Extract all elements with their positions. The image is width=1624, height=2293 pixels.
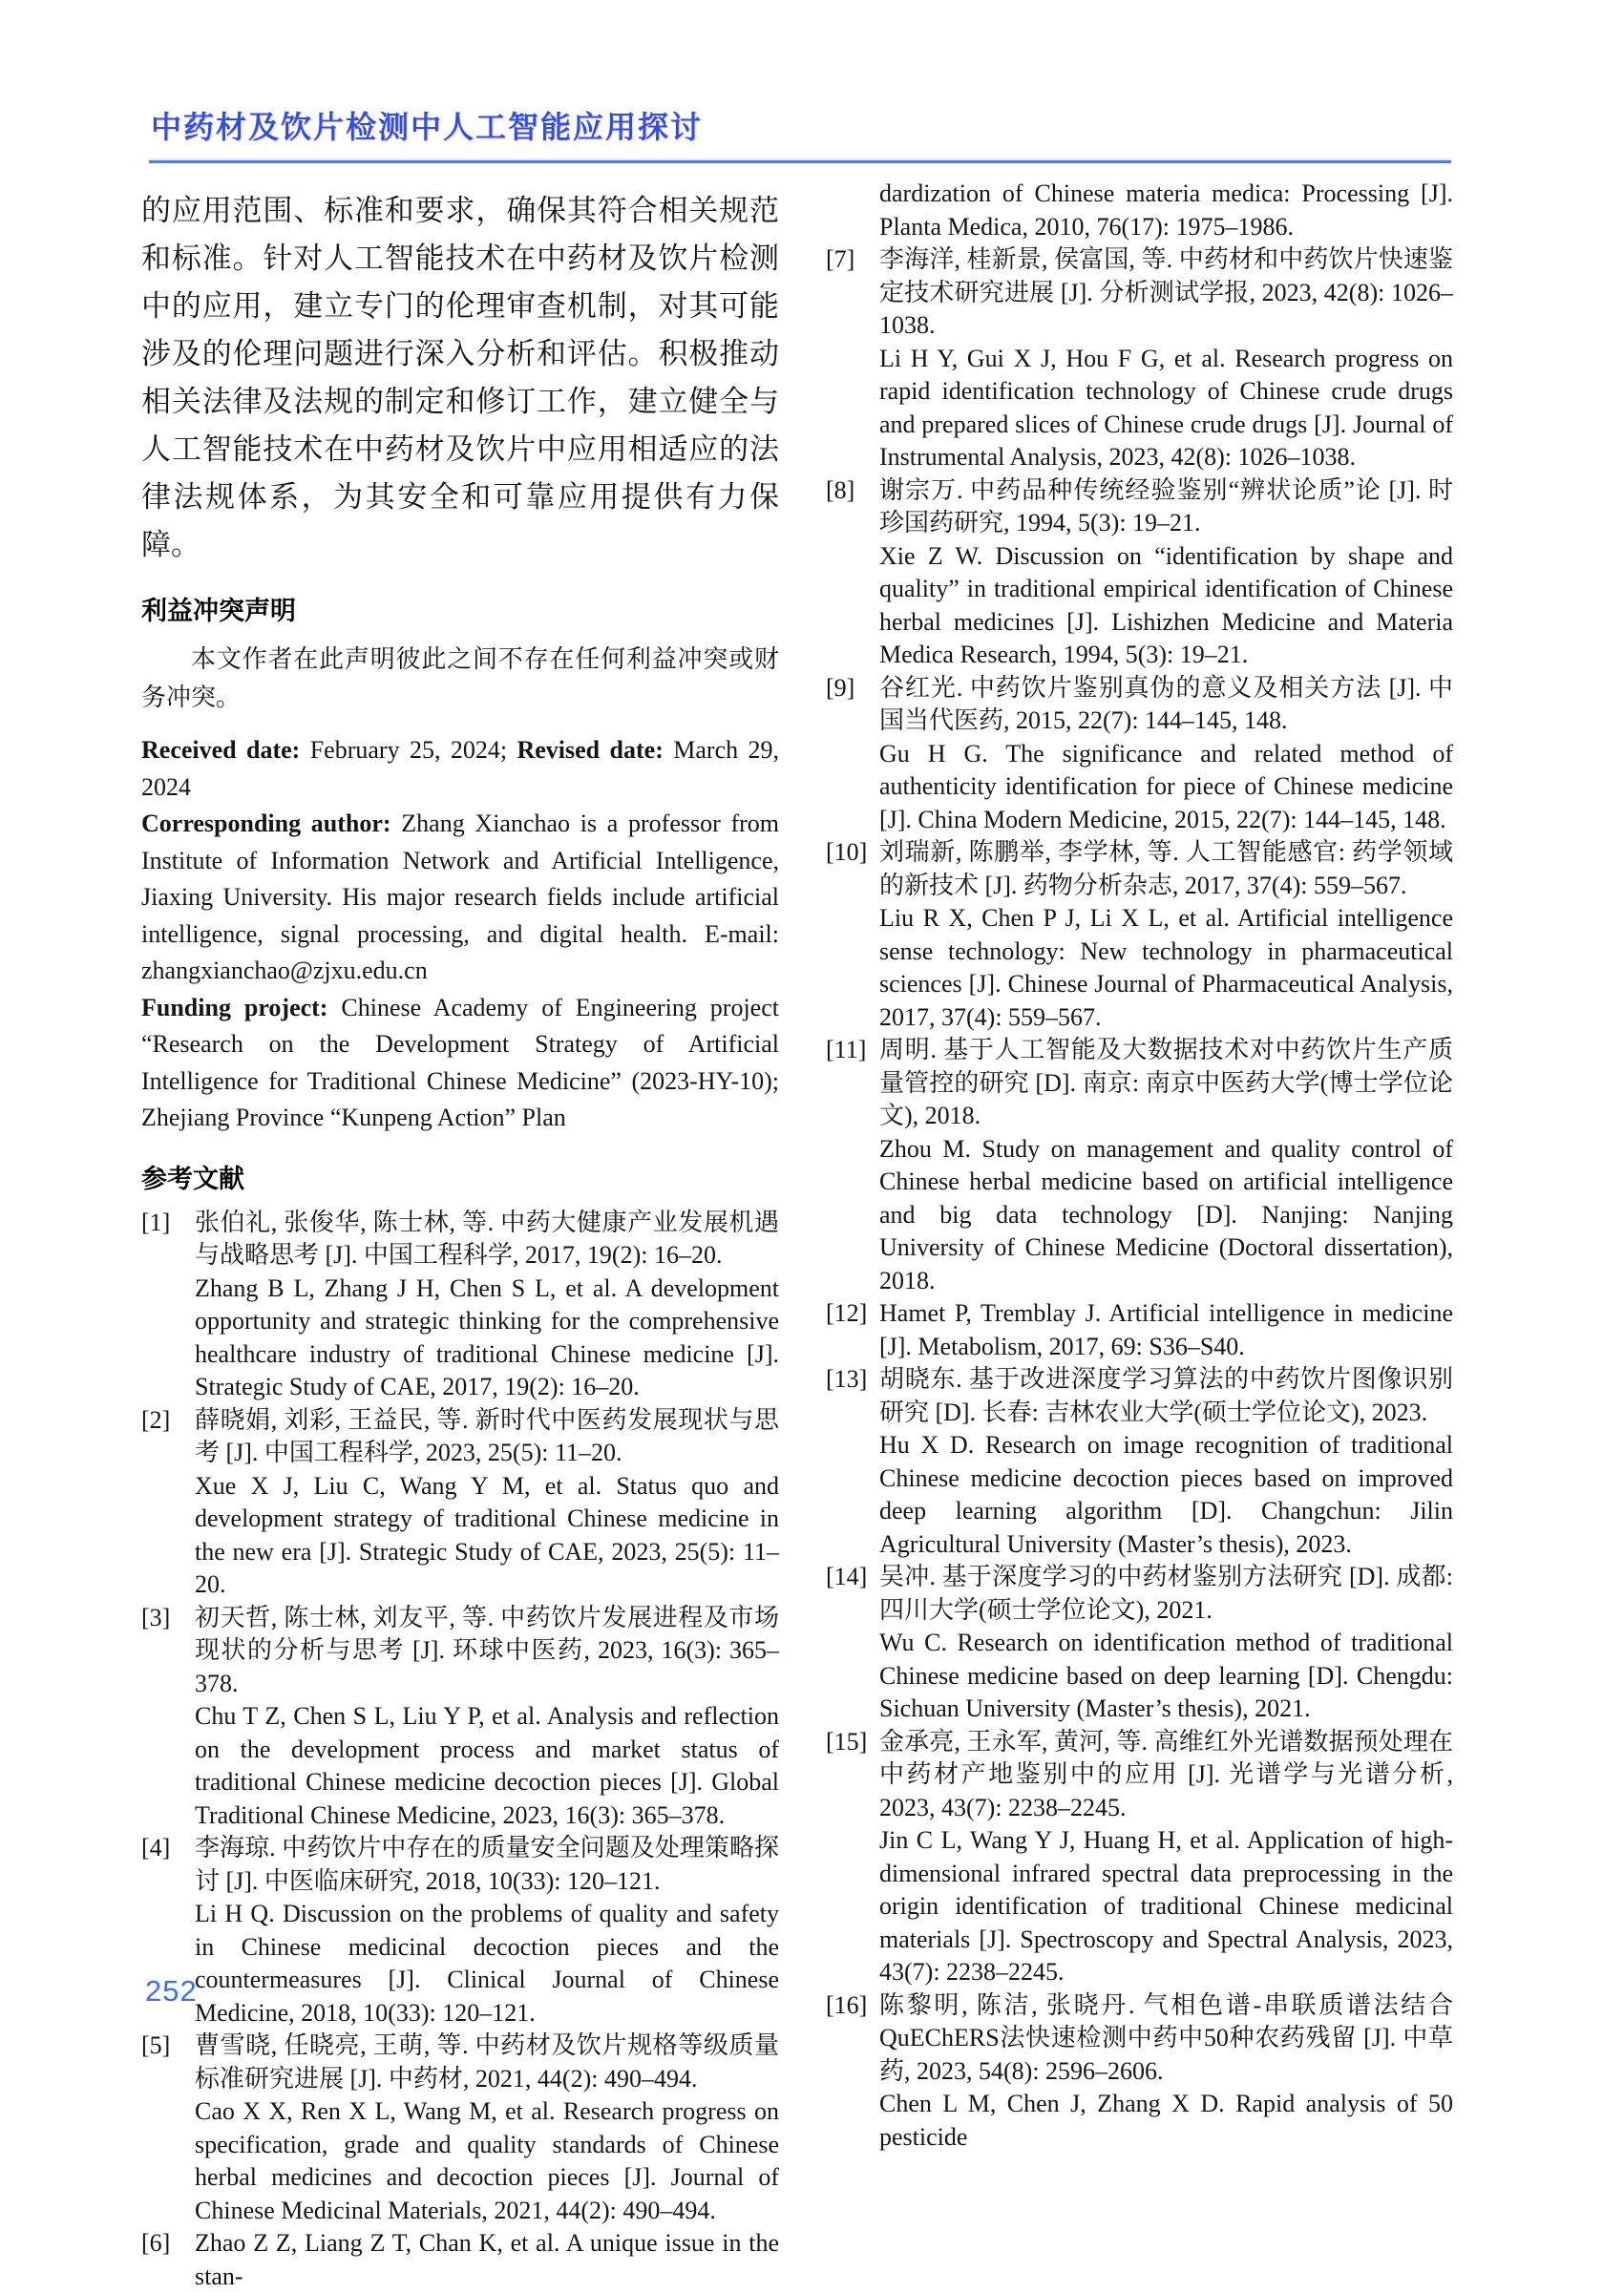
received-date-label: Received date: bbox=[141, 736, 300, 764]
running-head-title: 中药材及饮片检测中人工智能应用探讨 bbox=[151, 103, 703, 147]
reference-number: [6] bbox=[141, 2227, 170, 2261]
page-number: 252 bbox=[145, 1974, 198, 2009]
reference-text bbox=[879, 1561, 1453, 1726]
revised-date-label: Revised date: bbox=[517, 736, 663, 764]
revised-date-value: March 29, 2024 bbox=[141, 736, 779, 801]
reference-english-text: Li H Q. Discussion on the problems of quality and safety in Chinese medicinal decoction pieces and the countermeasures [J]. Clinical Journal of Chinese Medicine, 2018, 10(33): 120–121. bbox=[195, 1898, 779, 2030]
reference-chinese-text: 薛晓娟, 刘彩, 王益民, 等. 新时代中医药发展现状与思考 [J]. 中国工程科学, 2023, 25(5): 11–20. bbox=[195, 1404, 779, 1470]
corresponding-author-line bbox=[141, 806, 779, 990]
reference-item bbox=[826, 672, 1453, 837]
reference-item bbox=[141, 2030, 779, 2227]
reference-text bbox=[879, 1989, 1453, 2155]
conflict-of-interest-text: 本文作者在此声明彼此之间不存在任何利益冲突或财务冲突。 bbox=[141, 641, 779, 717]
reference-text bbox=[879, 1034, 1453, 1297]
reference-chinese-text: 谢宗万. 中药品种传统经验鉴别“辨状论质”论 [J]. 时珍国药研究, 1994, 5(3): 19–21. bbox=[879, 474, 1453, 540]
reference-text bbox=[879, 243, 1453, 474]
reference-chinese-text: 刘瑞新, 陈鹏举, 李学林, 等. 人工智能感官: 药学领域的新技术 [J]. 药物分析杂志, 2017, 37(4): 559–567. bbox=[879, 836, 1453, 902]
reference-english-text: Zhang B L, Zhang J H, Chen S L, et al. A development opportunity and strategic thinking for the comprehensive healthcare industry of traditional Chinese medicine [J]. Strategic Study of CAE, 2017, 19(2): 16–20. bbox=[195, 1273, 779, 1404]
reference-number: [3] bbox=[141, 1602, 170, 1635]
funding-project-label: Funding project: bbox=[141, 994, 327, 1021]
reference-number: [8] bbox=[826, 474, 854, 508]
right-column bbox=[826, 178, 1453, 2154]
reference-english-text: Chu T Z, Chen S L, Liu Y P, et al. Analysis and reflection on the development process and market status of traditional Chinese medicine decoction pieces [J]. Global Traditional Chinese Medicine, 2023, 16(3): 365–378. bbox=[195, 1700, 779, 1832]
reference-text bbox=[879, 1363, 1453, 1561]
reference-item bbox=[826, 1726, 1453, 1989]
reference-item bbox=[826, 1989, 1453, 2155]
reference-item bbox=[141, 1832, 779, 2030]
reference-english-text: Hu X D. Research on image recognition of traditional Chinese medicine decoction pieces based on improved deep learning algorithm [D]. Changchun: Jilin Agricultural University (Master’s thesis), 2023. bbox=[879, 1429, 1453, 1561]
reference-text bbox=[195, 1832, 779, 2030]
corresponding-author-label: Corresponding author: bbox=[141, 810, 391, 837]
reference-text bbox=[879, 474, 1453, 672]
reference-text bbox=[195, 1602, 779, 1833]
reference-english-text: dardization of Chinese materia medica: Processing [J]. Planta Medica, 2010, 76(17): 1975–1986. bbox=[879, 178, 1453, 243]
reference-text bbox=[879, 178, 1453, 243]
reference-text bbox=[879, 836, 1453, 1034]
reference-english-text: Wu C. Research on identification method of traditional Chinese medicine based on deep learning [D]. Chengdu: Sichuan University (Master’s thesis), 2021. bbox=[879, 1627, 1453, 1726]
funding-project-value: Chinese Academy of Engineering project “Research on the Development Strategy of Artificial Intelligence for Traditional Chinese Medicine” (2023-HY-10); Zhejiang Province “Kunpeng Action” Plan bbox=[141, 994, 779, 1132]
reference-english-text: Li H Y, Gui X J, Hou F G, et al. Research progress on rapid identification technology of Chinese crude drugs and prepared slices of Chinese crude drugs [J]. Journal of Instrumental Analysis, 2023, 42(8): 1026–1038. bbox=[879, 343, 1453, 474]
reference-item bbox=[826, 243, 1453, 474]
reference-number: [5] bbox=[141, 2030, 170, 2063]
reference-item bbox=[826, 474, 1453, 672]
body-paragraph: 的应用范围、标准和要求，确保其符合相关规范和标准。针对人工智能技术在中药材及饮片检测中的应用，建立专门的伦理审查机制，对其可能涉及的伦理问题进行深入分析和评估。积极推动相关法律及法规的制定和修订工作，建立健全与人工智能技术在中药材及饮片中应用相适应的法律法规体系，为其安全和可靠应用提供有力保障。 bbox=[141, 187, 779, 569]
reference-item bbox=[141, 2227, 779, 2293]
reference-item bbox=[826, 1034, 1453, 1297]
reference-item bbox=[141, 1602, 779, 1833]
reference-chinese-text: 吴冲. 基于深度学习的中药材鉴别方法研究 [D]. 成都: 四川大学(硕士学位论文), 2021. bbox=[879, 1561, 1453, 1627]
reference-english-text: Liu R X, Chen P J, Li X L, et al. Artificial intelligence sense technology: New technology in pharmaceutical sciences [J]. Chinese Journal of Pharmaceutical Analysis, 2017, 37(4): 559–567. bbox=[879, 902, 1453, 1034]
reference-text bbox=[195, 1404, 779, 1602]
reference-english-text: Gu H G. The significance and related method of authenticity identification for piece of Chinese medicine [J]. China Modern Medicine, 2015, 22(7): 144–145, 148. bbox=[879, 738, 1453, 837]
reference-number: [11] bbox=[826, 1034, 866, 1067]
reference-english-text: Zhou M. Study on management and quality control of Chinese herbal medicine based on artificial intelligence and big data technology [D]. Nanjing: Nanjing University of Chinese Medicine (Doctoral dissertation), 2018. bbox=[879, 1133, 1453, 1298]
title-divider-rule bbox=[149, 160, 1451, 163]
reference-item bbox=[826, 1363, 1453, 1561]
reference-item bbox=[826, 1297, 1453, 1363]
references-list-left bbox=[141, 1207, 779, 2293]
reference-english-text: Jin C L, Wang Y J, Huang H, et al. Application of high-dimensional infrared spectral data preprocessing in the origin identification of traditional Chinese medicinal materials [J]. Spectroscopy and Spectral Analysis, 2023, 43(7): 2238–2245. bbox=[879, 1824, 1453, 1989]
reference-item bbox=[141, 1207, 779, 1404]
reference-chinese-text: 初天哲, 陈士林, 刘友平, 等. 中药饮片发展进程及市场现状的分析与思考 [J]. 环球中医药, 2023, 16(3): 365–378. bbox=[195, 1602, 779, 1701]
reference-text bbox=[879, 672, 1453, 837]
reference-chinese-text: 曹雪晓, 任晓亮, 王萌, 等. 中药材及饮片规格等级质量标准研究进展 [J]. 中药材, 2021, 44(2): 490–494. bbox=[195, 2030, 779, 2095]
reference-english-text: Xie Z W. Discussion on “identification by shape and quality” in traditional empirical identification of Chinese herbal medicines [J]. Lishizhen Medicine and Materia Medica Research, 1994, 5(3): 19–21. bbox=[879, 540, 1453, 672]
reference-chinese-text: 李海洋, 桂新景, 侯富国, 等. 中药材和中药饮片快速鉴定技术研究进展 [J]. 分析测试学报, 2023, 42(8): 1026–1038. bbox=[879, 243, 1453, 343]
reference-english-text: Hamet P, Tremblay J. Artificial intelligence in medicine [J]. Metabolism, 2017, 69: S36–S40. bbox=[879, 1297, 1453, 1363]
reference-number: [7] bbox=[826, 243, 854, 277]
reference-item bbox=[826, 1561, 1453, 1726]
reference-english-text: Xue X J, Liu C, Wang Y M, et al. Status quo and development strategy of traditional Chinese medicine in the new era [J]. Strategic Study of CAE, 2023, 25(5): 11–20. bbox=[195, 1470, 779, 1602]
reference-text bbox=[879, 1297, 1453, 1363]
reference-chinese-text: 胡晓东. 基于改进深度学习算法的中药饮片图像识别研究 [D]. 长春: 吉林农业大学(硕士学位论文), 2023. bbox=[879, 1363, 1453, 1429]
article-meta-block bbox=[141, 732, 779, 1137]
reference-number: [12] bbox=[826, 1297, 867, 1331]
reference-chinese-text: 金承亮, 王永军, 黄河, 等. 高维红外光谱数据预处理在中药材产地鉴别中的应用 [J]. 光谱学与光谱分析, 2023, 43(7): 2238–2245. bbox=[879, 1726, 1453, 1825]
reference-chinese-text: 周明. 基于人工智能及大数据技术对中药饮片生产质量管控的研究 [D]. 南京: 南京中医药大学(博士学位论文), 2018. bbox=[879, 1034, 1453, 1133]
reference-item bbox=[826, 178, 1453, 243]
reference-english-text: Zhao Z Z, Liang Z T, Chan K, et al. A unique issue in the stan- bbox=[195, 2227, 779, 2293]
reference-item bbox=[826, 836, 1453, 1034]
reference-number: [10] bbox=[826, 836, 867, 870]
reference-number: [1] bbox=[141, 1207, 170, 1240]
reference-number: [9] bbox=[826, 672, 854, 705]
reference-english-text: Chen L M, Chen J, Zhang X D. Rapid analysis of 50 pesticide bbox=[879, 2088, 1453, 2154]
reference-text bbox=[195, 2227, 779, 2293]
reference-english-text: Cao X X, Ren X L, Wang M, et al. Research progress on specification, grade and quality standards of Chinese herbal medicines and decoction pieces [J]. Journal of Chinese Medicinal Materials, 2021, 44(2): 490–494. bbox=[195, 2095, 779, 2227]
funding-project-line bbox=[141, 990, 779, 1137]
reference-item bbox=[141, 1404, 779, 1602]
reference-number: [4] bbox=[141, 1832, 170, 1865]
reference-number: [14] bbox=[826, 1561, 867, 1594]
conflict-of-interest-heading: 利益冲突声明 bbox=[141, 590, 779, 627]
left-column bbox=[141, 187, 779, 2293]
reference-chinese-text: 张伯礼, 张俊华, 陈士林, 等. 中药大健康产业发展机遇与战略思考 [J]. 中国工程科学, 2017, 19(2): 16–20. bbox=[195, 1207, 779, 1273]
corresponding-author-value: Zhang Xianchao is a professor from Institute of Information Network and Artificial Intelligence, Jiaxing University. His major research fields include artificial intelligence, signal processing, and digital health. E-mail: zhangxianchao@zjxu.edu.cn bbox=[141, 810, 779, 984]
received-revised-line bbox=[141, 732, 779, 806]
references-heading: 参考文献 bbox=[141, 1158, 779, 1195]
received-date-value: February 25, 2024; bbox=[300, 736, 517, 764]
reference-chinese-text: 陈黎明, 陈洁, 张晓丹. 气相色谱-串联质谱法结合QuEChERS法快速检测中药中50种农药残留 [J]. 中草药, 2023, 54(8): 2596–2606. bbox=[879, 1989, 1453, 2089]
reference-chinese-text: 李海琼. 中药饮片中存在的质量安全问题及处理策略探讨 [J]. 中医临床研究, 2018, 10(33): 120–121. bbox=[195, 1832, 779, 1898]
reference-number: [16] bbox=[826, 1989, 867, 2023]
references-list-right bbox=[826, 178, 1453, 2154]
reference-number: [15] bbox=[826, 1726, 867, 1759]
reference-text bbox=[195, 2030, 779, 2227]
reference-text bbox=[195, 1207, 779, 1404]
reference-text bbox=[879, 1726, 1453, 1989]
reference-chinese-text: 谷红光. 中药饮片鉴别真伪的意义及相关方法 [J]. 中国当代医药, 2015, 22(7): 144–145, 148. bbox=[879, 672, 1453, 738]
reference-number: [2] bbox=[141, 1404, 170, 1438]
reference-number: [13] bbox=[826, 1363, 867, 1397]
